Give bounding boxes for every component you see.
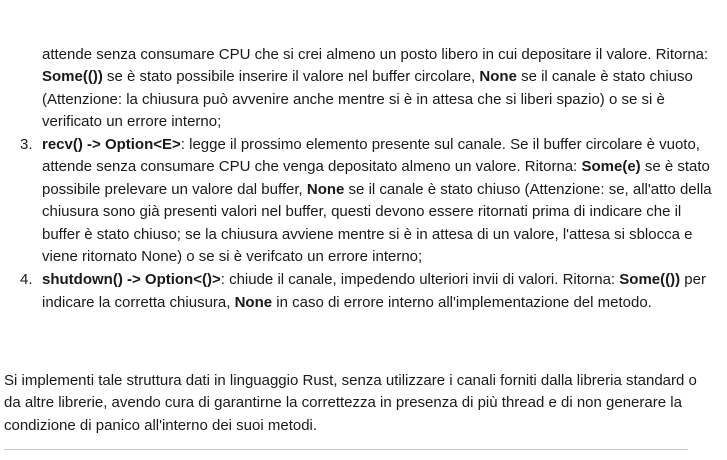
code-none: None — [306, 180, 345, 198]
method-list — [0, 134, 712, 315]
text-segment: : legge il prossimo elemento presente sul canale. Se il buffer circolare è vuoto, attende senza consumare CPU che venga depositato almeno un valore. Ritorna: — [42, 136, 700, 176]
code-none: None — [234, 293, 273, 311]
code-none: None — [479, 68, 517, 86]
method-signature-shutdown: shutdown() -> Option<()> — [42, 271, 221, 289]
code-some-e: Some(e) — [581, 158, 641, 176]
text-segment: se è stato possibile prelevare un valore dal buffer, — [42, 158, 710, 198]
text-segment: : chiude il canale, impedendo ulteriori invii di valori. Ritorna: — [220, 271, 620, 289]
text-segment: se il canale è stato chiuso (Attenzione: se, all'atto della chiusura sono già presenti valori nel buffer, questi devono essere ritornati prima di indicare che il buffer è stato chiuso; se la chiusura avviene mentre si è in attesa di un valore, l'attesa si sblocca e viene ritornato None) o se si è verifcato un errore interno; — [42, 180, 712, 266]
text-segment: attende senza consumare CPU che si crei almeno un posto libero in cui depositare il valore. Ritorna: — [42, 46, 709, 63]
list-item-recv — [0, 134, 712, 268]
code-some-unit: Some(()) — [619, 271, 681, 289]
list-number: 3. — [20, 136, 33, 153]
list-number: 4. — [20, 271, 33, 289]
text-segment: per indicare la corretta chiusura, — [42, 271, 706, 311]
list-item-shutdown — [0, 269, 712, 314]
horizontal-divider — [4, 449, 688, 450]
text-segment: in caso di errore interno all'implementazione del metodo. — [272, 293, 652, 311]
send-method-description-continuation — [42, 44, 712, 134]
text-segment: se il canale è stato chiuso (Attenzione: la chiusura può avvenire anche mentre si è in attesa che si liberi spazio) o se si è verificato un errore interno; — [42, 68, 693, 131]
text-segment: se è stato possibile inserire il valore nel buffer circolare, — [102, 68, 480, 86]
code-some-unit: Some(()) — [42, 68, 103, 86]
closing-paragraph: Si implementi tale struttura dati in linguaggio Rust, senza utilizzare i canali forniti dalla libreria standard o da altre librerie, avendo cura di garantirne la correttezza in presenza di più thread e di non generare la condizione di panico all'interno dei suoi metodi. — [4, 372, 697, 434]
method-signature-recv: recv() -> Option<E> — [42, 136, 181, 153]
